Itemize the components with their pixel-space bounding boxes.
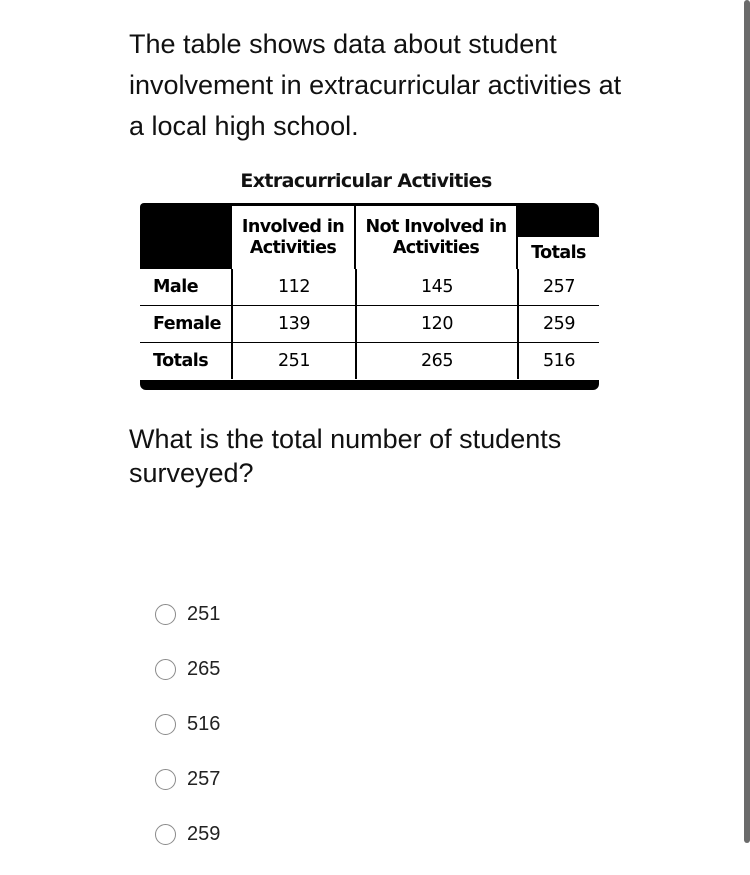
table-cell: 112: [232, 269, 356, 306]
table-cell: 145: [356, 269, 518, 306]
radio-button[interactable]: [155, 714, 176, 735]
scrollbar[interactable]: [744, 0, 750, 843]
radio-button[interactable]: [155, 659, 176, 680]
option-label: 516: [187, 712, 221, 735]
header-involved-label: Involved in Activities: [241, 216, 345, 258]
header-involved: [232, 206, 354, 269]
table-cell: 139: [232, 306, 356, 343]
answer-option-2[interactable]: [155, 655, 220, 683]
table-row: [140, 343, 599, 380]
table-cell: 259: [518, 306, 599, 343]
option-label: 251: [187, 602, 221, 625]
option-label: 259: [187, 822, 221, 845]
answer-option-4[interactable]: [155, 765, 220, 793]
table-cell: 120: [356, 306, 518, 343]
answer-option-5[interactable]: [155, 820, 220, 848]
radio-button[interactable]: [155, 604, 176, 625]
header-totals-label: Totals: [531, 242, 586, 263]
answer-option-3[interactable]: [155, 710, 220, 738]
table-bottom-bar: [140, 380, 599, 390]
table-row: [140, 269, 599, 306]
radio-button[interactable]: [155, 824, 176, 845]
intro-text: The table shows data about student involvement in extracurricular activities at a local high school.: [129, 29, 622, 141]
table-cell: 265: [356, 343, 518, 380]
data-table: [140, 203, 599, 390]
header-not-involved-label: Not Involved in Activities: [365, 216, 507, 258]
table-cell: 257: [518, 269, 599, 306]
table-cell: 516: [518, 343, 599, 380]
option-label: 257: [187, 767, 221, 790]
row-label: Totals: [153, 351, 209, 371]
table-row: [140, 306, 599, 343]
radio-button[interactable]: [155, 769, 176, 790]
row-label: Male: [140, 269, 232, 306]
table-header: [140, 203, 599, 269]
question-text: What is the total number of students surveyed?: [129, 424, 562, 488]
header-totals: [518, 237, 599, 269]
table-body: [140, 269, 599, 379]
row-label: Female: [140, 306, 232, 343]
option-label: 265: [187, 657, 221, 680]
table-cell: 251: [232, 343, 356, 380]
answer-option-1[interactable]: [155, 600, 220, 628]
table-caption: Extracurricular Activities: [240, 170, 492, 192]
answer-options: [155, 600, 220, 875]
header-not-involved: [356, 206, 516, 269]
